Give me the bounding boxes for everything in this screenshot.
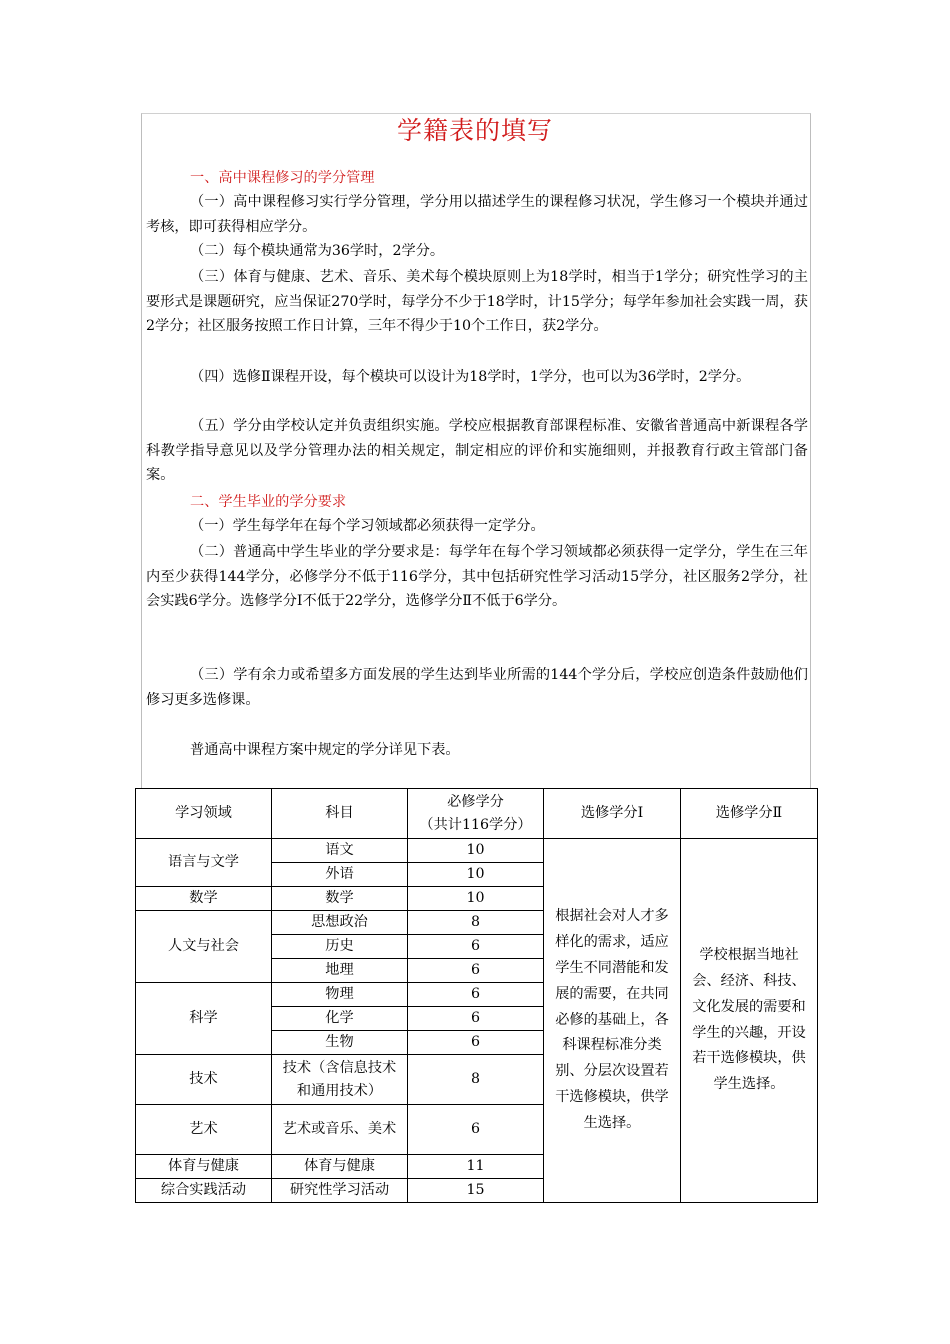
- section2-note: 普通高中课程方案中规定的学分详见下表。: [190, 742, 460, 758]
- credit-cell: 6: [408, 1031, 544, 1055]
- subject-cell: 历史: [272, 935, 408, 959]
- header-required: [408, 789, 544, 839]
- table-header-row: [136, 789, 818, 839]
- subject-cell: 外语: [272, 863, 408, 887]
- credit-cell: 10: [408, 839, 544, 863]
- subject-cell: 生物: [272, 1031, 408, 1055]
- section1-para-3: （三）体育与健康、艺术、音乐、美术每个模块原则上为18学时，相当于1学分；研究性学习的主要形式是课题研究，应当保证270学时，每学分不少于18学时，计15学分；每学年参加社会实践一周，获2学分；社区服务按照工作日计算，三年不得少于10个工作日，获2学分。: [146, 269, 808, 335]
- section2-heading: 二、学生毕业的学分要求: [190, 494, 347, 510]
- credit-cell: 10: [408, 887, 544, 911]
- elective-2-description: 学校根据当地社会、经济、科技、文化发展的需要和学生的兴趣，开设若干选修模块，供学生选择。: [681, 839, 818, 1203]
- credit-cell: 11: [408, 1155, 544, 1179]
- area-language: 语言与文学: [136, 839, 272, 887]
- header-elective-2: 选修学分Ⅱ: [681, 789, 818, 839]
- header-area: 学习领域: [136, 789, 272, 839]
- header-subject: 科目: [272, 789, 408, 839]
- area-tech: 技术: [136, 1055, 272, 1105]
- credits-table: [135, 788, 818, 1203]
- subject-cell: 思想政治: [272, 911, 408, 935]
- section2-para-2: （二）普通高中学生毕业的学分要求是：每学年在每个学习领域都必须获得一定学分，学生在三年内至少获得144学分，必修学分不低于116学分，其中包括研究性学习活动15学分，社区服务2学分，社会实践6学分。选修学分Ⅰ不低于22学分，选修学分Ⅱ不低于6学分。: [146, 544, 808, 610]
- area-practice: 综合实践活动: [136, 1179, 272, 1203]
- subject-cell: 地理: [272, 959, 408, 983]
- credit-cell: 6: [408, 983, 544, 1007]
- area-math: 数学: [136, 887, 272, 911]
- credit-cell: 8: [408, 1055, 544, 1105]
- subject-cell: 艺术或音乐、美术: [272, 1105, 408, 1155]
- subject-cell: 物理: [272, 983, 408, 1007]
- section1-para-4: （四）选修Ⅱ课程开设，每个模块可以设计为18学时，1学分，也可以为36学时，2学分。: [190, 369, 751, 385]
- header-required-label: 必修学分: [447, 793, 504, 810]
- area-pe: 体育与健康: [136, 1155, 272, 1179]
- section2-para-3: （三）学有余力或希望多方面发展的学生达到毕业所需的144个学分后，学校应创造条件鼓励他们修习更多选修课。: [146, 667, 808, 708]
- subject-cell: 化学: [272, 1007, 408, 1031]
- document-title: 学籍表的填写: [396, 116, 553, 145]
- section1-para-5: （五）学分由学校认定并负责组织实施。学校应根据教育部课程标准、安徽省普通高中新课程各学科教学指导意见以及学分管理办法的相关规定，制定相应的评价和实施细则，并报教育行政主管部门备案。: [146, 418, 808, 484]
- subject-cell: 数学: [272, 887, 408, 911]
- section2-para-1: （一）学生每学年在每个学习领域都必须获得一定学分。: [190, 518, 545, 534]
- credit-cell: 6: [408, 1007, 544, 1031]
- section1-para-1: （一）高中课程修习实行学分管理，学分用以描述学生的课程修习状况，学生修习一个模块并通过考核，即可获得相应学分。: [146, 194, 808, 235]
- credit-cell: 6: [408, 959, 544, 983]
- subject-cell: 体育与健康: [272, 1155, 408, 1179]
- table-row: [136, 839, 818, 863]
- header-elective-1: 选修学分Ⅰ: [544, 789, 681, 839]
- area-art: 艺术: [136, 1105, 272, 1155]
- subject-cell: 技术（含信息技术和通用技术）: [272, 1055, 408, 1105]
- area-science: 科学: [136, 983, 272, 1055]
- section1-heading: 一、高中课程修习的学分管理: [190, 170, 375, 186]
- subject-cell: 研究性学习活动: [272, 1179, 408, 1203]
- header-required-total: （共计116学分）: [419, 816, 532, 833]
- credit-cell: 6: [408, 935, 544, 959]
- elective-1-description: 根据社会对人才多样化的需求，适应学生不同潜能和发展的需要，在共同必修的基础上，各科课程标准分类别、分层次设置若干选修模块，供学生选择。: [544, 839, 681, 1203]
- credit-cell: 6: [408, 1105, 544, 1155]
- section1-para-2: （二）每个模块通常为36学时，2学分。: [190, 243, 445, 259]
- credit-cell: 8: [408, 911, 544, 935]
- subject-cell: 语文: [272, 839, 408, 863]
- credit-cell: 10: [408, 863, 544, 887]
- area-humanities: 人文与社会: [136, 911, 272, 983]
- credit-cell: 15: [408, 1179, 544, 1203]
